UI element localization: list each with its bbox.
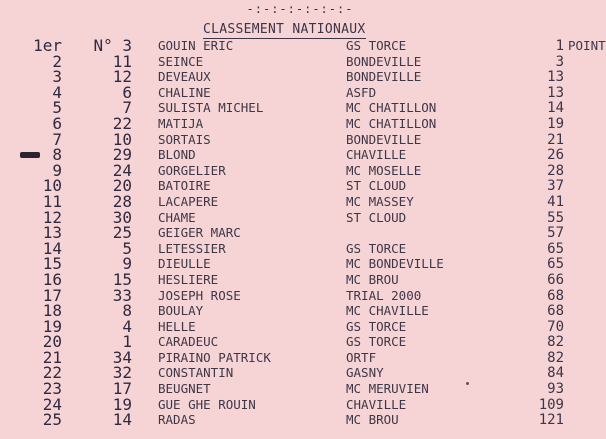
name-cell: GORGELIER <box>158 162 226 178</box>
name-cell: BATOIRE <box>158 178 211 194</box>
name-cell: PIRAINO PATRICK <box>158 349 271 365</box>
club-cell: ASFD <box>346 84 377 100</box>
name-cell: GEIGER MARC <box>158 225 241 241</box>
name-cell: BLOND <box>158 147 196 163</box>
table-row <box>0 256 600 272</box>
club-cell: MC BONDEVILLE <box>346 256 444 272</box>
rank-cell: 17 <box>42 285 62 305</box>
club-cell: MC BROU <box>346 271 399 287</box>
table-row <box>0 303 600 319</box>
name-cell: CHALINE <box>158 84 211 100</box>
points-cell: 68 <box>547 287 564 304</box>
name-cell: CONSTANTIN <box>158 365 234 381</box>
club-cell: MC MOSELLE <box>346 162 422 178</box>
rank-cell: 7 <box>52 129 62 149</box>
number-cell: 5 <box>122 238 132 258</box>
number-cell: 33 <box>112 285 132 305</box>
club-cell: MC CHAVILLE <box>346 303 429 319</box>
points-cell: 19 <box>547 115 564 132</box>
table-row <box>0 113 600 133</box>
points-cell: 109 <box>538 396 564 413</box>
number-cell: 6 <box>122 82 132 102</box>
rank-cell: 4 <box>52 82 62 102</box>
table-row <box>0 269 600 289</box>
club-cell: MC CHATILLON <box>346 115 437 131</box>
table-row <box>0 334 600 350</box>
points-cell: 41 <box>547 193 564 210</box>
decorative-header: -:-:-:-:-:-:- <box>246 2 354 16</box>
points-cell: 28 <box>547 162 564 179</box>
points-cell: 13 <box>547 69 564 86</box>
rank-cell: 12 <box>42 207 62 227</box>
table-row <box>0 365 600 381</box>
table-row <box>0 225 600 241</box>
name-cell: GOUIN ERIC <box>158 38 234 53</box>
rank-cell: 13 <box>42 223 62 243</box>
table-row <box>0 238 600 258</box>
rank-cell: 11 <box>42 191 62 211</box>
name-cell: SULISTA MICHEL <box>158 100 264 116</box>
club-cell: GS TORCE <box>346 240 407 256</box>
number-cell: 14 <box>112 410 132 430</box>
table-row <box>0 285 600 305</box>
number-cell: 11 <box>112 51 132 71</box>
number-cell: N° 3 <box>93 36 132 55</box>
number-cell: 7 <box>122 98 132 118</box>
number-cell: 15 <box>112 269 132 289</box>
rank-cell: 21 <box>42 347 62 367</box>
club-cell: BONDEVILLE <box>346 53 422 69</box>
points-cell: 26 <box>547 147 564 164</box>
rank-cell: 9 <box>52 160 62 180</box>
club-cell: GS TORCE <box>346 334 407 350</box>
number-cell: 1 <box>122 332 132 352</box>
rank-cell: 16 <box>42 269 62 289</box>
rank-cell: 2 <box>52 51 62 71</box>
points-cell: 121 <box>538 412 564 429</box>
club-cell: ST CLOUD <box>346 178 407 194</box>
rank-cell: 22 <box>42 363 62 383</box>
ranking-list <box>0 36 606 430</box>
number-cell: 32 <box>112 363 132 383</box>
number-cell: 29 <box>112 145 132 165</box>
number-cell: 20 <box>112 176 132 196</box>
table-row <box>0 147 600 163</box>
club-cell: MC CHATILLON <box>346 100 437 116</box>
table-row <box>0 36 606 55</box>
points-cell: 55 <box>547 209 564 226</box>
points-cell: 84 <box>547 365 564 382</box>
table-row <box>0 100 600 116</box>
name-cell: RADAS <box>158 412 196 428</box>
points-cell: 66 <box>547 271 564 288</box>
table-row <box>0 394 600 414</box>
points-cell: 93 <box>547 381 564 398</box>
name-cell: MATIJA <box>158 115 204 131</box>
rank-cell: 23 <box>42 379 62 399</box>
table-row <box>0 412 600 428</box>
club-cell: ST CLOUD <box>346 209 407 225</box>
table-row <box>0 316 600 336</box>
name-cell: DIEULLE <box>158 256 211 272</box>
points-cell: 82 <box>547 349 564 366</box>
rank-cell: 10 <box>42 176 62 196</box>
name-cell: SORTAIS <box>158 131 211 147</box>
table-row <box>0 178 600 194</box>
rank-cell: 15 <box>42 254 62 274</box>
number-cell: 30 <box>112 207 132 227</box>
table-row <box>0 51 600 71</box>
name-cell: SEINCE <box>158 53 204 69</box>
points-cell: 65 <box>547 256 564 273</box>
rank-cell: 18 <box>42 301 62 321</box>
number-cell: 34 <box>112 347 132 367</box>
table-row <box>0 347 600 367</box>
number-cell: 17 <box>112 379 132 399</box>
number-cell: 4 <box>122 316 132 336</box>
number-cell: 8 <box>122 301 132 321</box>
name-cell: LETESSIER <box>158 240 226 256</box>
table-row <box>0 381 600 397</box>
name-cell: BOULAY <box>158 303 204 319</box>
number-cell: 24 <box>112 160 132 180</box>
club-cell: BONDEVILLE <box>346 69 422 85</box>
name-cell: CARADEUC <box>158 334 219 350</box>
club-cell: CHAVILLE <box>346 396 407 412</box>
page-title: CLASSEMENT NATIONAUX <box>203 22 366 37</box>
name-cell: BEUGNET <box>158 381 211 397</box>
number-cell: 12 <box>112 67 132 87</box>
table-row <box>0 82 600 102</box>
points-cell: 14 <box>547 100 564 117</box>
club-cell: GASNY <box>346 365 384 381</box>
table-row <box>0 191 600 211</box>
table-row <box>0 160 600 180</box>
name-cell: GUE GHE ROUIN <box>158 396 256 412</box>
club-cell: MC MERUVIEN <box>346 381 429 397</box>
points-cell: 13 <box>547 84 564 101</box>
rank-cell: 14 <box>42 238 62 258</box>
rank-cell: 6 <box>52 113 62 133</box>
rank-cell: 3 <box>52 67 62 87</box>
number-cell: 10 <box>112 129 132 149</box>
club-cell: BONDEVILLE <box>346 131 422 147</box>
table-row <box>0 69 600 85</box>
name-cell: LACAPERE <box>158 193 219 209</box>
club-cell: MC MASSEY <box>346 193 414 209</box>
points-cell: 21 <box>547 131 564 148</box>
rank-cell: 1er <box>33 36 62 55</box>
name-cell: JOSEPH ROSE <box>158 287 241 303</box>
number-cell: 25 <box>112 223 132 243</box>
club-cell: CHAVILLE <box>346 147 407 163</box>
number-cell: 9 <box>122 254 132 274</box>
club-cell: GS TORCE <box>346 318 407 334</box>
rank-cell: 24 <box>42 394 62 414</box>
points-cell: 1 <box>555 38 564 54</box>
table-row <box>0 129 600 149</box>
rank-cell: 19 <box>42 316 62 336</box>
name-cell: DEVEAUX <box>158 69 211 85</box>
number-cell: 28 <box>112 191 132 211</box>
name-cell: HELLE <box>158 318 196 334</box>
name-cell: CHAME <box>158 209 196 225</box>
points-cell: 70 <box>547 318 564 335</box>
club-cell: ORTF <box>346 349 377 365</box>
points-cell: 37 <box>547 178 564 195</box>
points-cell: 65 <box>547 240 564 257</box>
points-cell: 68 <box>547 303 564 320</box>
number-cell: 19 <box>112 394 132 414</box>
name-cell: HESLIERE <box>158 271 219 287</box>
rank-cell: 20 <box>42 332 62 352</box>
club-cell: MC BROU <box>346 412 399 428</box>
points-cell: 82 <box>547 334 564 351</box>
rank-cell: 25 <box>42 410 62 430</box>
points-cell: 57 <box>547 225 564 242</box>
club-cell: GS TORCE <box>346 38 407 53</box>
club-cell: TRIAL 2000 <box>346 287 422 303</box>
number-cell: 22 <box>112 113 132 133</box>
rank-cell: 5 <box>52 98 62 118</box>
rank-cell: 8 <box>52 145 62 165</box>
points-cell: 3 <box>555 53 564 70</box>
unit-cell: POINT <box>568 38 606 53</box>
table-row <box>0 207 600 227</box>
